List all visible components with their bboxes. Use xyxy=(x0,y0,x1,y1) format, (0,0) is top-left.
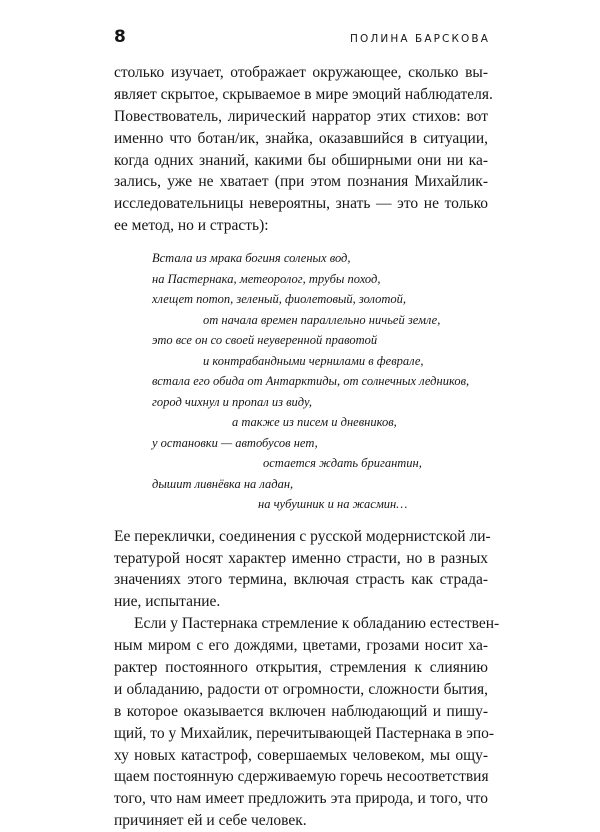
text-line: Если у Пастернака стремление к обладанию естествен- xyxy=(134,615,500,633)
poem-line: остается ждать бригантин, xyxy=(263,456,422,471)
poem-line: от начала времен параллельно ничьей земле, xyxy=(203,312,441,327)
page-body xyxy=(114,62,500,832)
text-line: являет скрытое, скрываемое в мире эмоций наблюдателя. xyxy=(114,85,493,103)
text-line: ным миром с его дождями, цветами, грозами носит ха- xyxy=(114,637,488,655)
poem-line: а также из писем и дневников, xyxy=(232,415,397,430)
poem-line: встала его обида от Антарктиды, от солнечных ледников, xyxy=(152,374,470,389)
text-line: Повествователь, лирический нарратор этих стихов: вот xyxy=(114,107,488,125)
text-line: в которое оказывается включен наблюдающий и пишу- xyxy=(114,702,488,720)
text-line: щий, то у Михайлик, перечитывающей Пастернака в эпо- xyxy=(114,724,495,742)
text-line: когда одних знаний, какими бы обширными они ни ка- xyxy=(114,151,488,169)
text-line: именно что ботан/ик, знайка, оказавшийся в ситуации, xyxy=(114,129,488,147)
text-line: зались, уже не хватает (при этом познания Михайлик- xyxy=(114,173,488,191)
text-line: щаем постоянную сдерживаемую горечь несоответствия xyxy=(114,768,489,786)
text-line: того, что нам имеет предложить эта природа, и того, что xyxy=(114,790,488,808)
poem-line: и контрабандными чернилами в феврале, xyxy=(203,353,424,368)
poem-line: дышит ливнёвка на ладан, xyxy=(152,476,294,491)
text-line: ее метод, но и страсть): xyxy=(114,217,269,235)
poem-line: город чихнул и пропал из виду, xyxy=(152,394,312,409)
text-line: исследовательницы невероятны, знать — это не только xyxy=(114,195,488,213)
text-line: ху новых катастроф, совершаемых человеком, мы ощу- xyxy=(114,746,488,764)
text-line: и обладанию, радости от огромности, сложности бытия, xyxy=(114,680,488,698)
poem-line: это все он со своей неуверенной правотой xyxy=(152,333,378,348)
text-line: Ее переклички, соединения с русской модернистской ли- xyxy=(114,527,491,545)
paragraph-3 xyxy=(114,613,500,832)
text-line: причиняет ей и себе человек. xyxy=(114,812,307,830)
text-line: столько изучает, отображает окружающее, сколько вы- xyxy=(114,64,488,81)
text-line: ние, испытание. xyxy=(114,593,221,611)
paragraph-2 xyxy=(114,526,491,614)
text-line: значениях этого термина, включая страсть как страда- xyxy=(114,571,488,589)
poem-line: на чубушник и на жасмин… xyxy=(258,497,408,512)
poem-quote xyxy=(114,248,488,515)
page-number: 8 xyxy=(114,27,127,47)
poem-line: Встала из мрака богиня соленых вод, xyxy=(152,251,351,266)
text-line: рактер постоянного открытия, стремления к слиянию xyxy=(114,658,488,676)
poem-line: у остановки — автобусов нет, xyxy=(152,435,318,450)
paragraph-1 xyxy=(114,62,493,237)
running-header-author: ПОЛИНА БАРСКОВА xyxy=(350,33,490,45)
poem-line: на Пастернака, метеоролог, трубы поход, xyxy=(152,271,381,286)
text-line: тературой носят характер именно страсти, но в разных xyxy=(114,549,488,567)
poem-line: хлещет потоп, зеленый, фиолетовый, золотой, xyxy=(152,292,407,307)
